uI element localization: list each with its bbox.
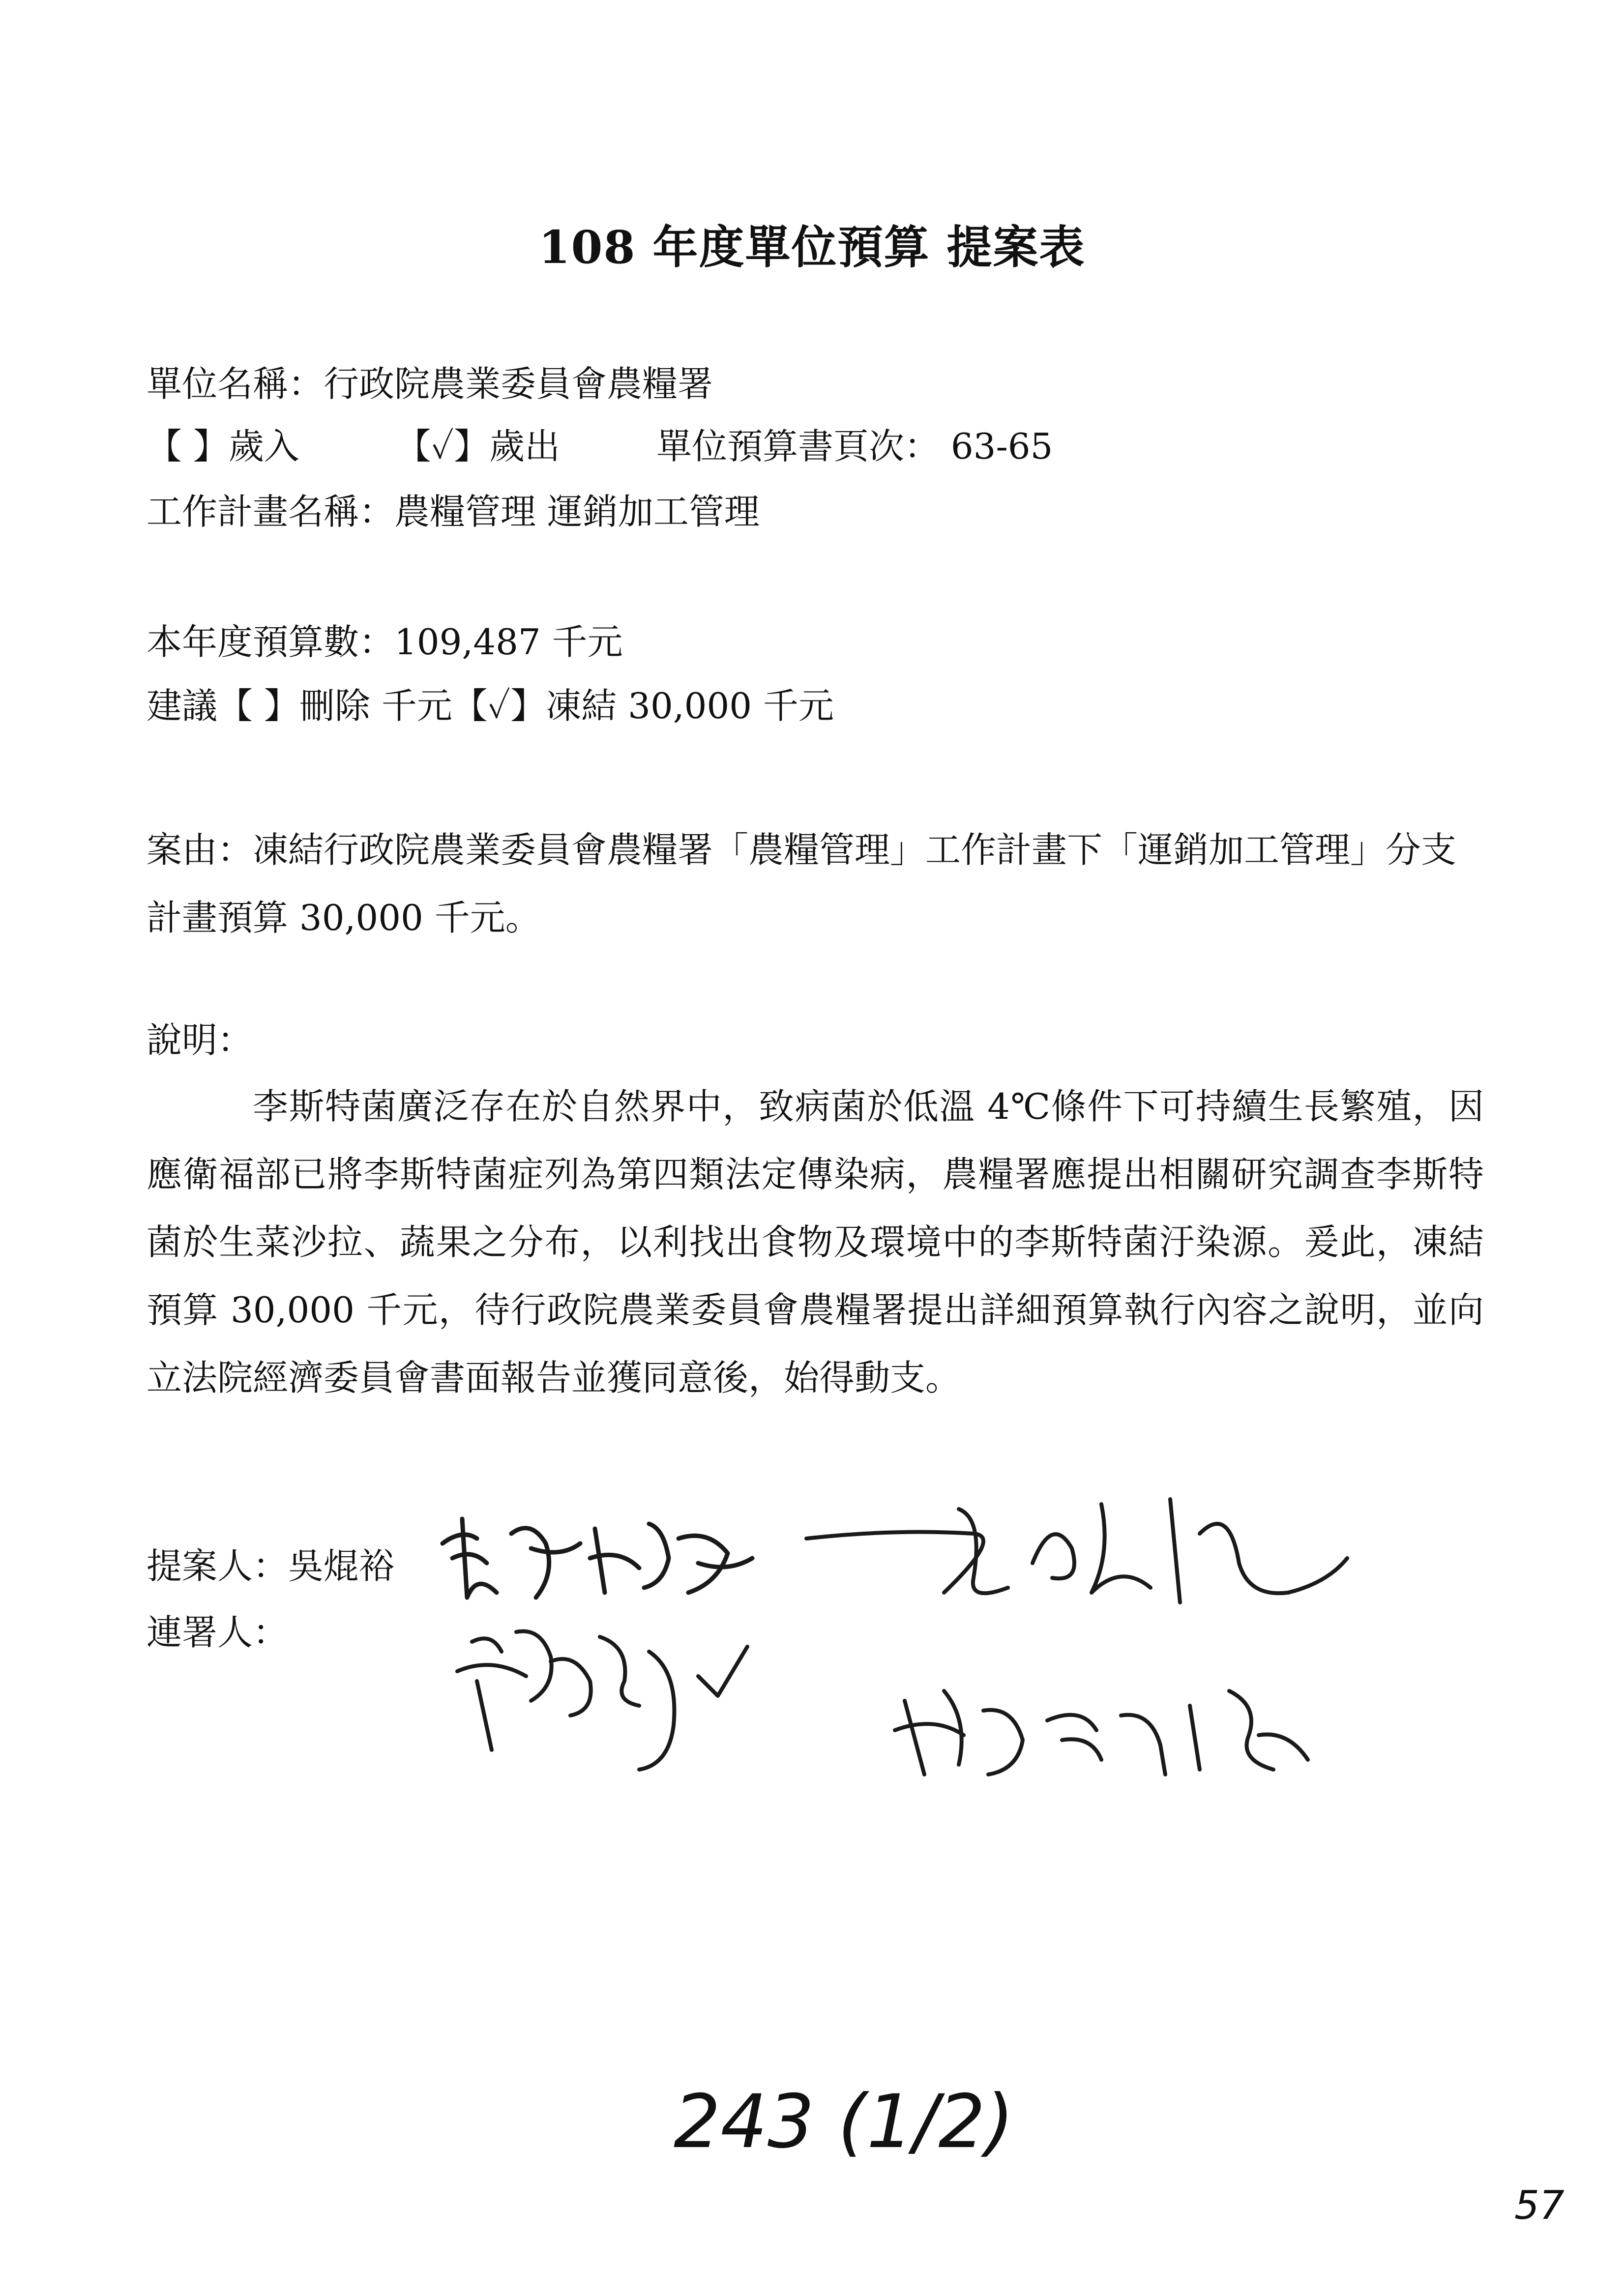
signature-chuang (797, 1475, 1362, 1622)
project-name: 工作計畫名稱：農糧管理 運銷加工管理 (147, 491, 760, 532)
explanation-body: 李斯特菌廣泛存在於自然界中，致病菌於低溫 4℃條件下可持續生長繁殖，因應衛福部已將李斯特菌症列為第四類法定傳染病，農糧署應提出相關研究調查李斯特菌於生菜沙拉、蔬果之分布，以利找出食物及環境中的李斯特菌汙染源。爰此，凍結預算 30,000 千元，待行政院農業委員會農糧署提出詳細預算執行內容之說明，並向立法院經濟委員會書面報告並獲同意後，始得動支。 (147, 1086, 1484, 1398)
expense-label: 歲出 (489, 426, 561, 467)
revenue-checkbox: 【 】 (147, 426, 229, 467)
proposer: 提案人：吳焜裕 (147, 1545, 395, 1587)
cosigner-label: 連署人： (147, 1612, 289, 1653)
budget-amount: 本年度預算數：109,487 千元 (147, 621, 623, 663)
revenue-label: 歲入 (228, 426, 299, 467)
case-text: 案由：凍結行政院農業委員會農糧署「農糧管理」工作計畫下「運銷加工管理」分支計畫預算 30,000 千元。 (147, 829, 1457, 938)
freeze-checkbox: 【✓】 (452, 685, 546, 727)
suggestion-row (147, 685, 834, 727)
expense-checkbox: 【✓】 (395, 426, 490, 467)
explanation-heading: 說明： (147, 1019, 253, 1061)
unit-name: 單位名稱：行政院農業委員會農糧署 (147, 363, 713, 405)
revenue-expense-row (147, 426, 1053, 467)
page-title: 108 年度單位預算 提案表 (538, 221, 1086, 274)
signature-chiu (885, 1661, 1328, 1789)
signature-su (443, 1602, 787, 1779)
freeze-text: 凍結 30,000 千元 (546, 685, 834, 727)
handwritten-number: 243 (1/2) (674, 2079, 1014, 2165)
signature-wu (433, 1499, 777, 1612)
page-reference: 單位預算書頁次： 63-65 (656, 426, 1053, 467)
page-number: 57 (1514, 2182, 1565, 2228)
delete-text: 刪除 千元 (299, 685, 452, 727)
delete-checkbox: 【 】 (217, 685, 299, 727)
suggestion-prefix: 建議 (147, 685, 218, 727)
